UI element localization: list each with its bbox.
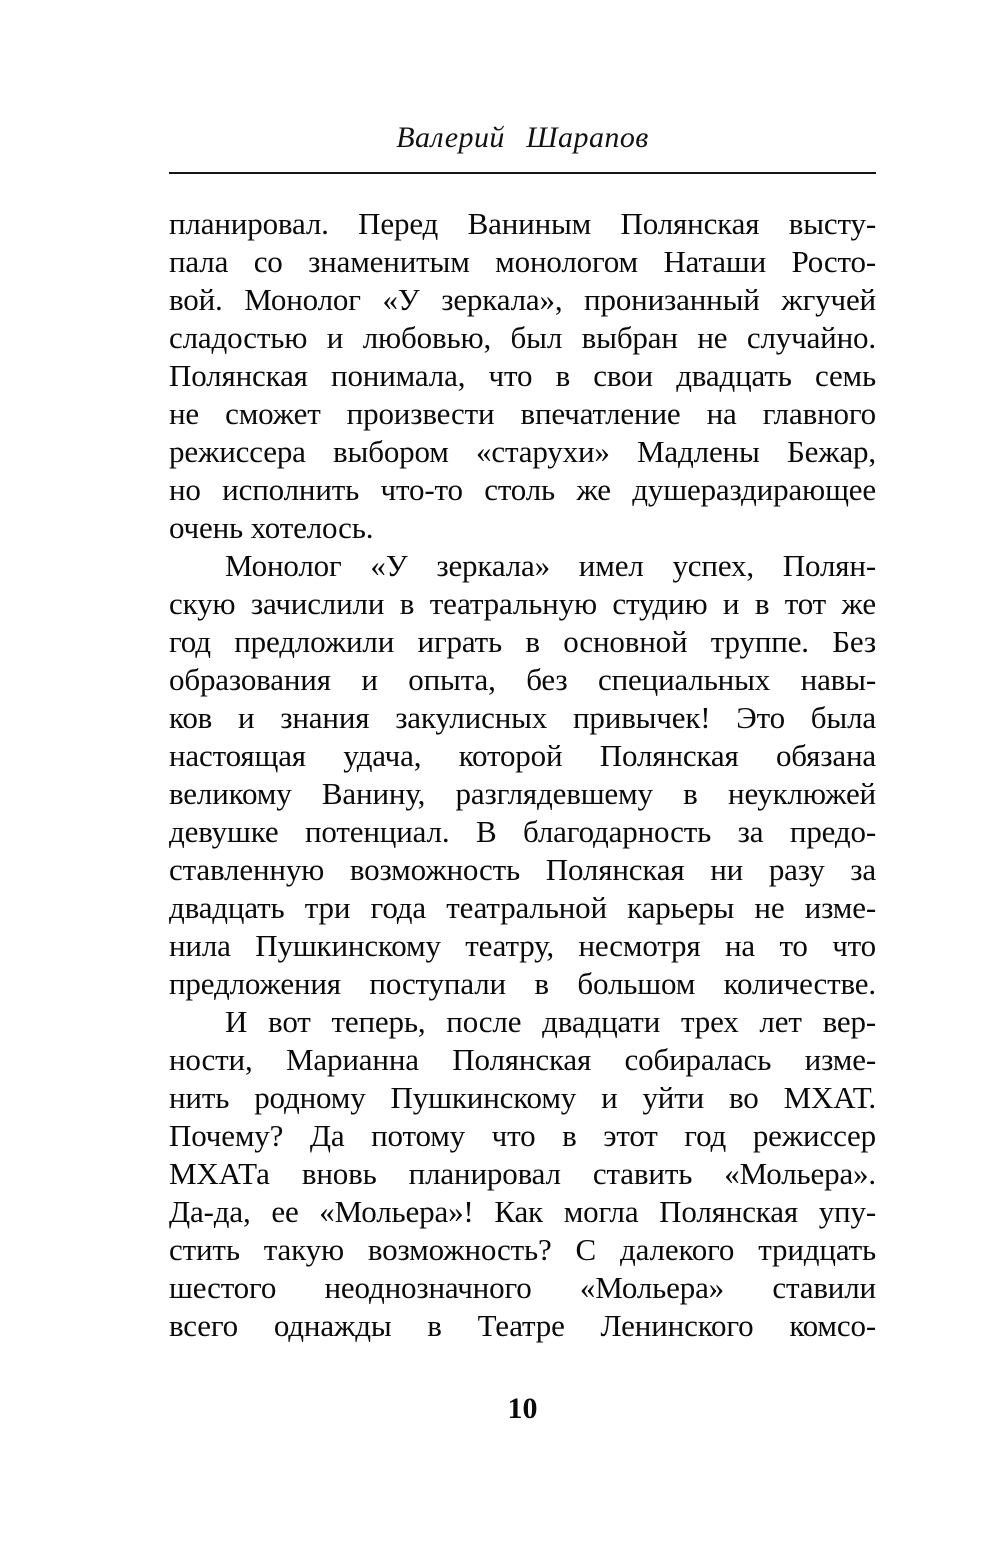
text-line: режиссера выбором «старухи» Мадлены Бежар,: [169, 434, 876, 469]
text-line: скую зачислили в театральную студию и в тот же: [169, 586, 876, 621]
running-header: [169, 121, 876, 174]
text-line: Почему? Да потому что в этот год режиссер: [169, 1118, 876, 1153]
text-line: не сможет произвести впечатление на главного: [169, 396, 876, 431]
text-line: ности, Марианна Полянская собиралась изме-: [169, 1042, 876, 1077]
text-line: нить родному Пушкинскому и уйти во МХАТ.: [169, 1080, 876, 1115]
text-line: ков и знания закулисных привычек! Это была: [169, 700, 876, 735]
paragraph: [169, 547, 876, 1003]
paragraph: [169, 1003, 876, 1345]
text-line: ставленную возможность Полянская ни разу за: [169, 852, 876, 887]
text-line: вой. Монолог «У зеркала», пронизанный жгучей: [169, 282, 876, 317]
page-number: 10: [507, 1392, 538, 1425]
header-rule: [169, 172, 876, 174]
text-line: И вот теперь, после двадцати трех лет вер-: [225, 1004, 876, 1039]
text-line: Да-да, ее «Мольера»! Как могла Полянская упу-: [169, 1194, 876, 1229]
text-line: год предложили играть в основной труппе. Без: [169, 624, 876, 659]
text-line: образования и опыта, без специальных навы-: [169, 662, 876, 697]
text-line: предложения поступали в большом количестве.: [169, 966, 876, 1001]
text-line: настоящая удача, которой Полянская обязана: [169, 738, 876, 773]
text-line: но исполнить что-то столь же душераздирающее: [169, 472, 876, 507]
text-line: планировал. Перед Ваниным Полянская высту-: [169, 206, 876, 241]
text-line: шестого неоднозначного «Мольера» ставили: [169, 1270, 876, 1305]
text-line: МХАТа вновь планировал ставить «Мольера».: [169, 1156, 876, 1191]
text-line: стить такую возможность? С далекого тридцать: [169, 1232, 876, 1267]
paragraph: [169, 205, 876, 547]
text-line: очень хотелось.: [169, 510, 374, 545]
text-line: Монолог «У зеркала» имел успех, Полян-: [225, 548, 876, 583]
text-line: Полянская понимала, что в свои двадцать семь: [169, 358, 876, 393]
text-line: двадцать три года театральной карьеры не изме-: [169, 890, 876, 925]
text-line: нила Пушкинскому театру, несмотря на то что: [169, 928, 876, 963]
text-line: пала со знаменитым монологом Наташи Росто-: [169, 244, 876, 279]
page-body: [169, 205, 876, 1345]
text-line: всего однажды в Театре Ленинского комсо-: [169, 1308, 876, 1343]
author-name: Валерий Шарапов: [396, 121, 649, 154]
text-line: сладостью и любовью, был выбран не случайно.: [169, 320, 876, 355]
text-line: великому Ванину, разглядевшему в неуклюжей: [169, 776, 876, 811]
text-line: девушке потенциал. В благодарность за предо-: [169, 814, 876, 849]
